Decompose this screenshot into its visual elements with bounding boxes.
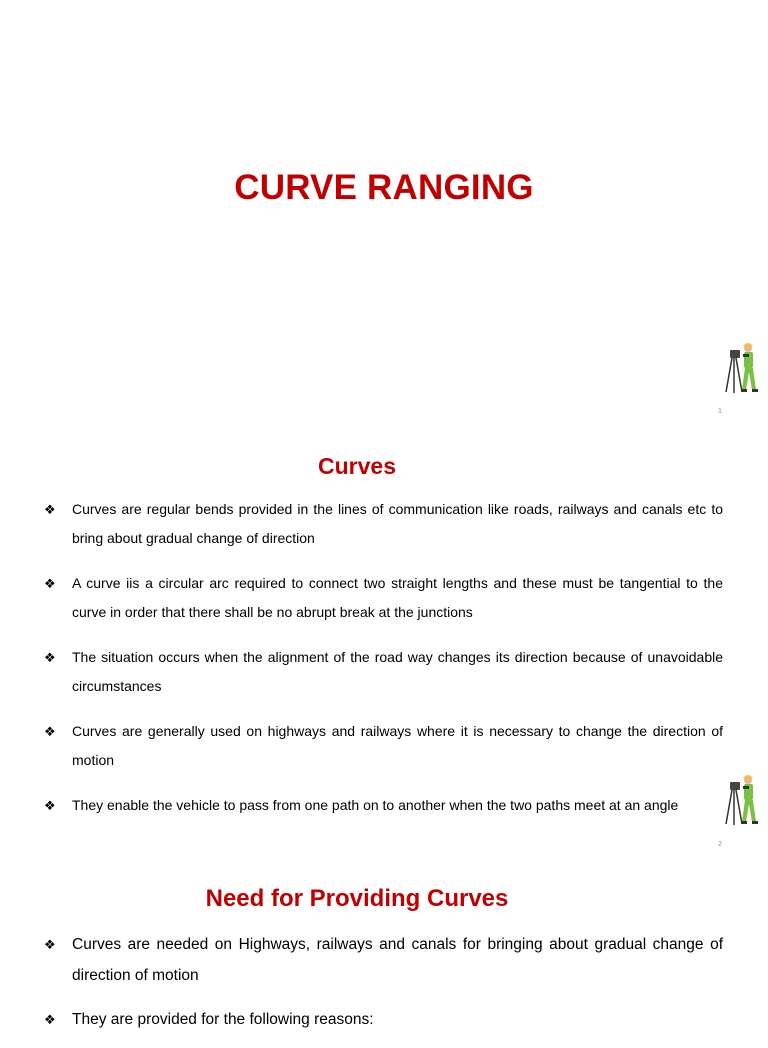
list-item (44, 929, 723, 991)
surveyor-icon (722, 770, 768, 826)
slide-1 (0, 0, 768, 433)
diamond-bullet-icon: ❖ (44, 576, 56, 591)
diamond-bullet-icon: ❖ (44, 724, 56, 739)
list-item (44, 1004, 723, 1035)
bullet-list (44, 495, 723, 836)
bullet-list (44, 929, 723, 1048)
bullet-text: They enable the vehicle to pass from one path on to another when the two paths meet at an angle (72, 797, 679, 813)
diamond-bullet-icon: ❖ (44, 650, 56, 665)
slide-3 (0, 866, 768, 1028)
diamond-bullet-icon: ❖ (44, 798, 56, 813)
list-item (44, 791, 723, 820)
bullet-text: Curves are regular bends provided in the lines of communication like roads, railways and canals etc to bring about gradual change of direction (72, 501, 723, 546)
list-item (44, 643, 723, 701)
bullet-text: A curve iis a circular arc required to connect two straight lengths and these must be tangential to the curve in order that there shall be no abrupt break at the junctions (72, 575, 723, 620)
slide-heading: Curves (318, 453, 396, 479)
diamond-bullet-icon: ❖ (44, 1012, 56, 1027)
diamond-bullet-icon: ❖ (44, 502, 56, 517)
bullet-text: Curves are generally used on highways and railways where it is necessary to change the direction of motion (72, 723, 723, 768)
list-item (44, 495, 723, 553)
page-number: 1 (718, 408, 722, 415)
page-number: 2 (718, 841, 722, 848)
bullet-text: They are provided for the following reasons: (72, 1011, 374, 1028)
slide-heading: Need for Providing Curves (205, 885, 509, 912)
diamond-bullet-icon: ❖ (44, 937, 56, 952)
slide-2 (0, 433, 768, 866)
bullet-text: The situation occurs when the alignment of the road way changes its direction because of unavoidable circumstances (72, 649, 723, 694)
presentation-title: CURVE RANGING (234, 168, 534, 207)
list-item (44, 569, 723, 627)
bullet-text: Curves are needed on Highways, railways and canals for bringing about gradual change of direction of motion (72, 936, 723, 984)
surveyor-icon (722, 338, 768, 394)
list-item (44, 717, 723, 775)
